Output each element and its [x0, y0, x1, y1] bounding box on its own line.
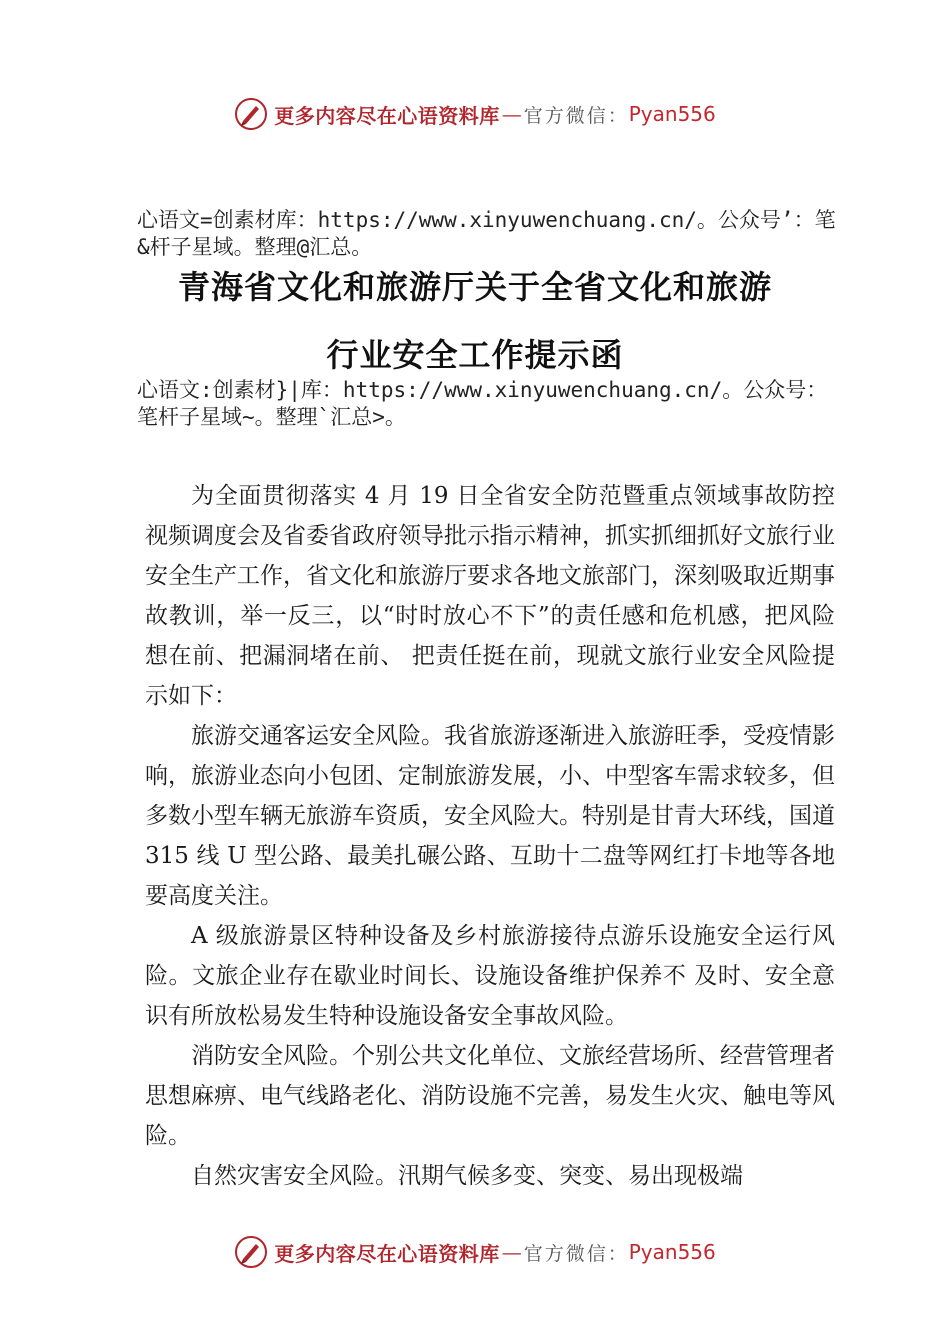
wechat-id: Pyan556	[628, 1240, 716, 1264]
header-banner	[0, 92, 950, 136]
promo-text: 更多内容尽在心语资料库	[274, 103, 500, 128]
banner-separator: —	[501, 1240, 522, 1264]
paragraph-intro: 为全面贯彻落实 4 月 19 日全省安全防范暨重点领域事故防控视频调度会及省委省政府领导批示指示精神，抓实抓细抓好文旅行业安全生产工作，省文化和旅游厅要求各地文旅部门，深刻吸取近期事故教训，举一反三，以“时时放心不下”的责任感和危机感，把风险想在前、把漏洞堵在前、 把责任挺在前，现就文旅行业安全风险提示如下：	[145, 483, 835, 709]
watermark-text-1: 心语文=创素材库：https://www.xinyuwenchuang.cn/。公众号’：笔&杆子星域。整理@汇总。	[137, 208, 836, 259]
document-body	[145, 476, 835, 1196]
document-title-line-1: 青海省文化和旅游厅关于全省文化和旅游	[177, 268, 772, 306]
pen-logo-icon	[234, 1235, 268, 1269]
paragraph-fire-risk: 消防安全风险。个别公共文化单位、文旅经营场所、经营管理者思想麻痹、电气线路老化、消防设施不完善，易发生火灾、触电等风险。	[145, 1043, 835, 1149]
paragraph-traffic-risk: 旅游交通客运安全风险。我省旅游逐渐进入旅游旺季，受疫情影响，旅游业态向小包团、定制旅游发展，小、中型客车需求较多，但多数小型车辆无旅游车资质，安全风险大。特别是甘青大环线，国道 315 线 U 型公路、最美扎碾公路、互助十二盘等网红打卡地等各地要高度关注。	[145, 723, 835, 909]
wechat-label: 官方微信：	[523, 1242, 629, 1265]
document-title-line-2: 行业安全工作提示函	[326, 336, 624, 374]
footer-banner	[0, 1230, 950, 1274]
paragraph-equipment-risk: A 级旅游景区特种设备及乡村旅游接待点游乐设施安全运行风险。文旅企业存在歇业时间长、设施设备维护保养不 及时、安全意识有所放松易发生特种设施设备安全事故风险。	[145, 923, 835, 1029]
wechat-id: Pyan556	[628, 102, 716, 126]
promo-text: 更多内容尽在心语资料库	[274, 1241, 500, 1266]
watermark-text-2: 心语文:创素材}|库：https://www.xinyuwenchuang.cn/。公众号：笔杆子星域~。整理`汇总>。	[137, 378, 828, 429]
paragraph-disaster-risk: 自然灾害安全风险。汛期气候多变、突变、易出现极端	[191, 1163, 743, 1189]
banner-separator: —	[501, 102, 522, 126]
wechat-label: 官方微信：	[523, 104, 629, 127]
pen-logo-icon	[234, 97, 268, 131]
